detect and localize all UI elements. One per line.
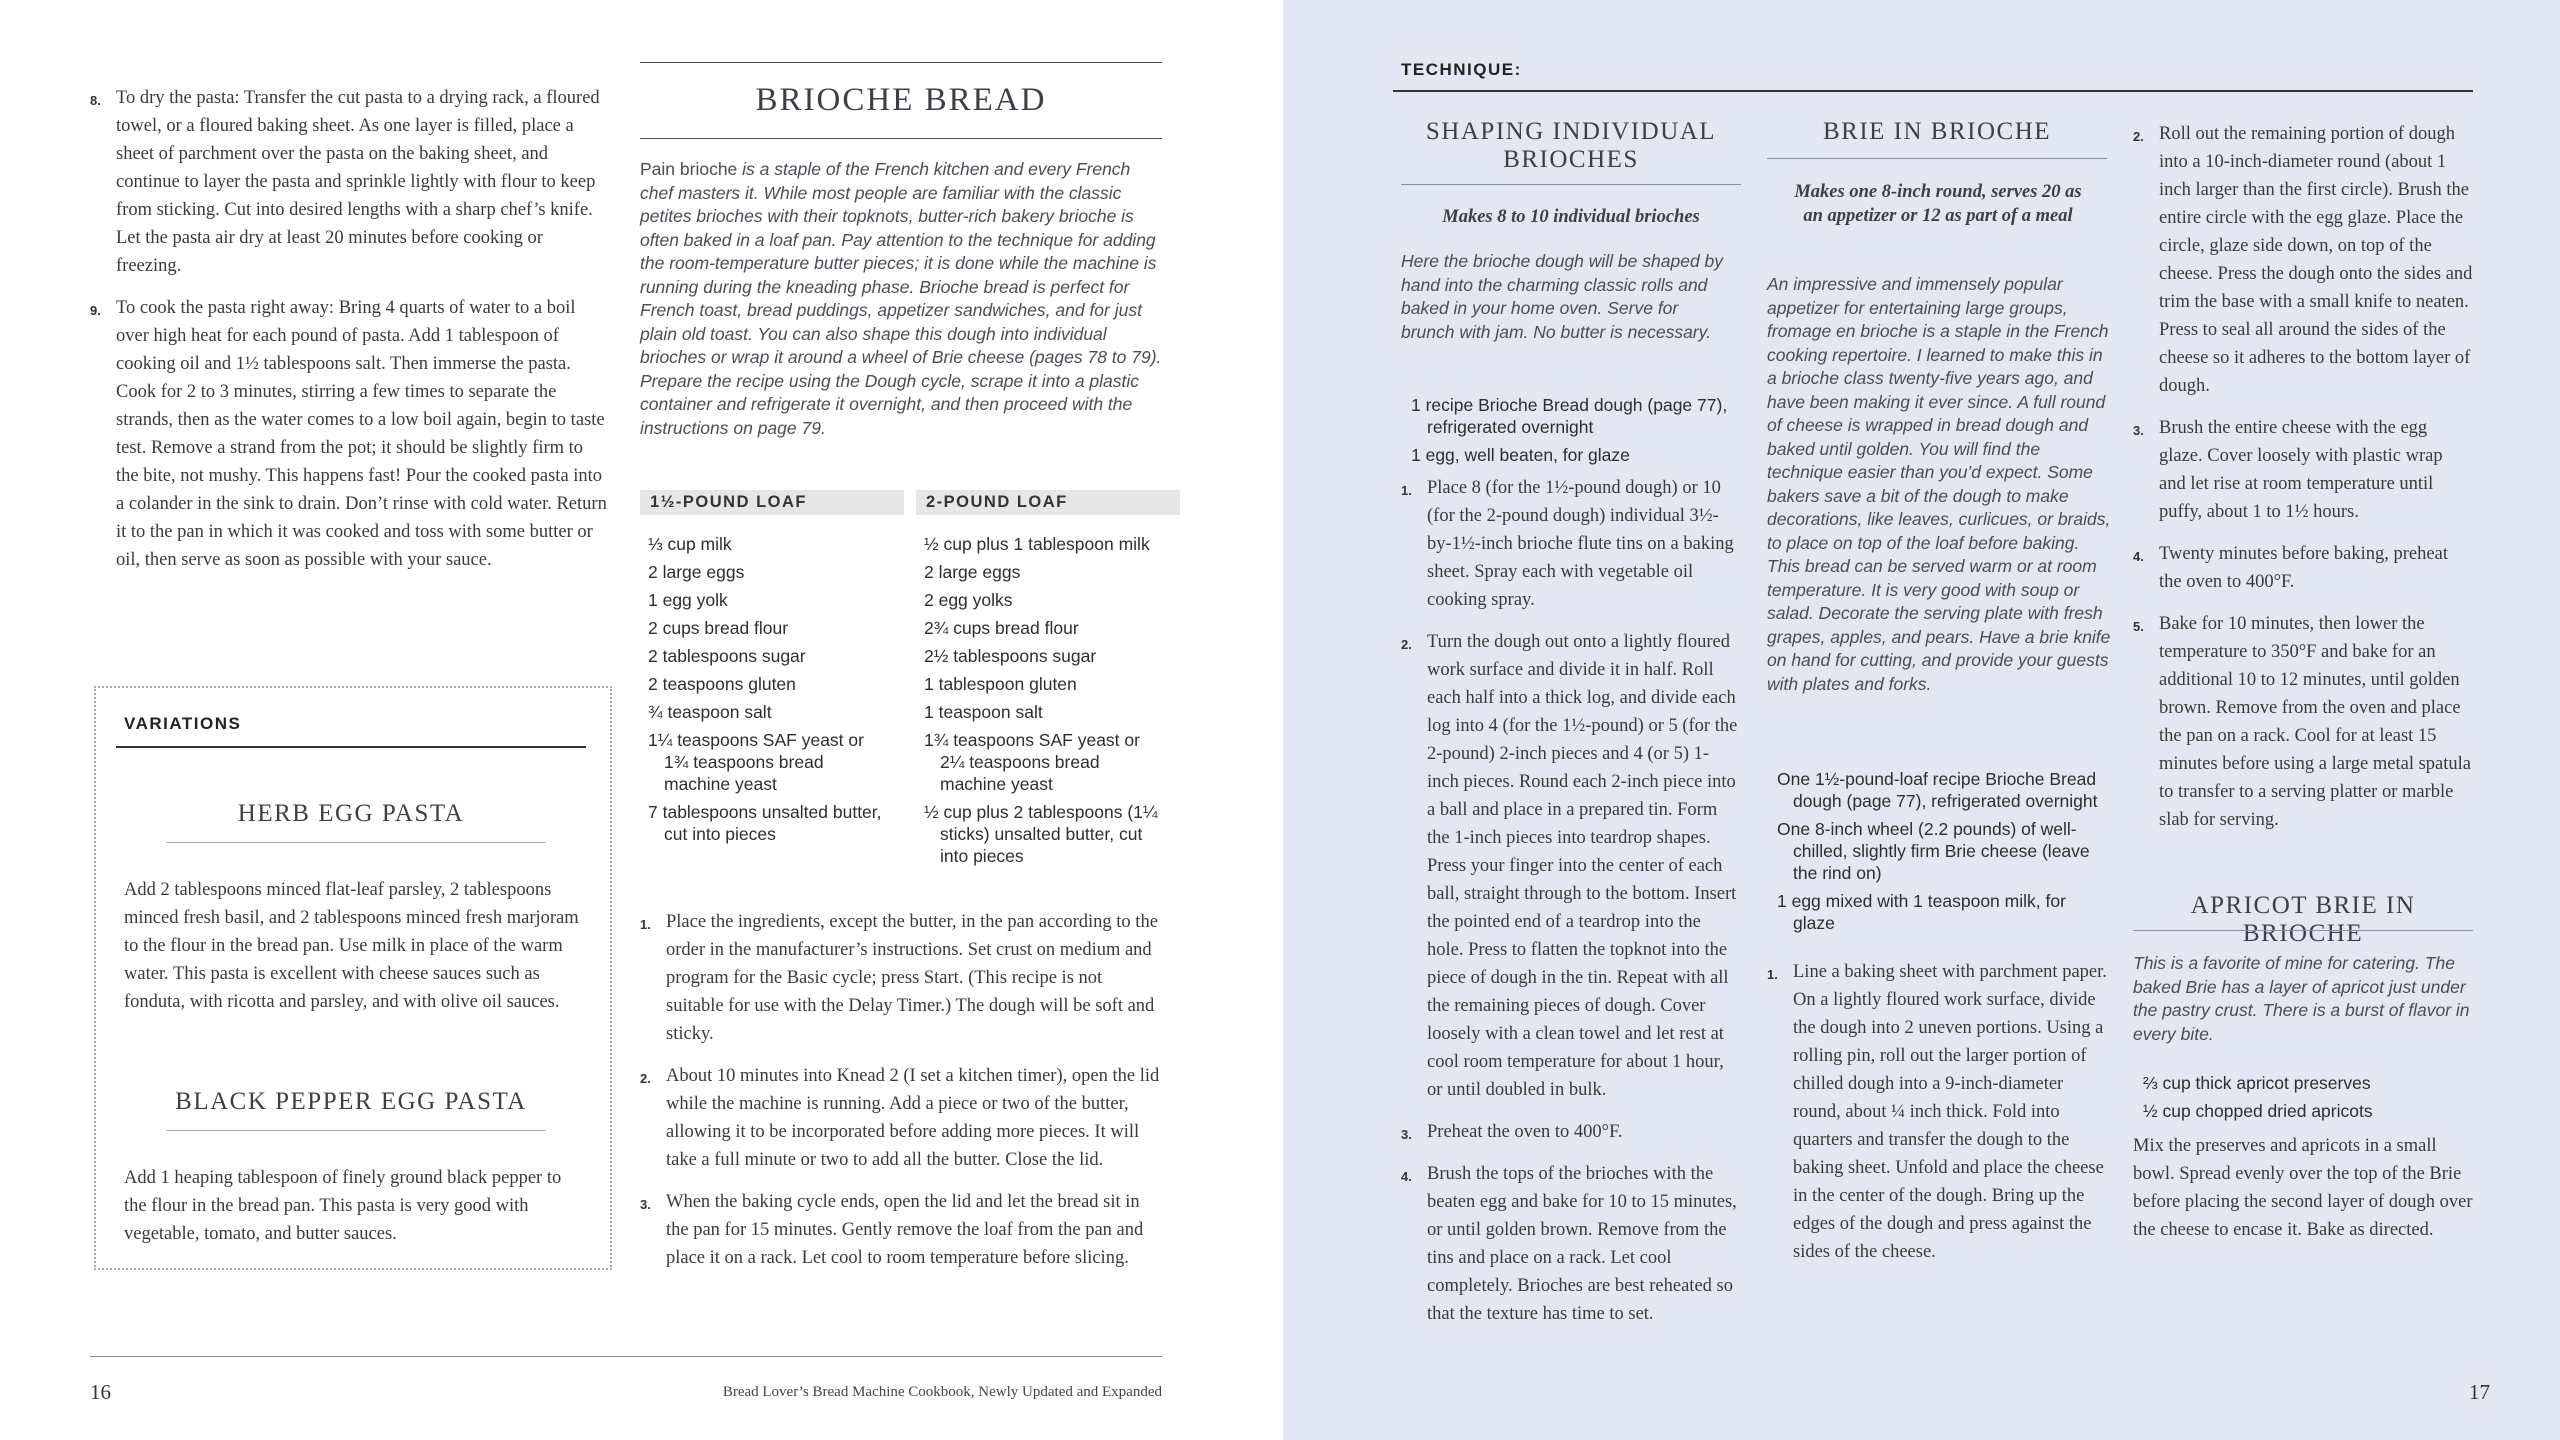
pasta-steps: [90, 84, 610, 588]
shaping-ingredients: [1411, 394, 1741, 472]
ingredient-item: 1 recipe Brioche Bread dough (page 77), refrigerated overnight: [1411, 395, 1728, 437]
step-number: 2.: [2133, 129, 2144, 144]
variations-box: [94, 686, 612, 1270]
brioche-steps: [640, 908, 1162, 1286]
herb-egg-pasta-title: HERB EGG PASTA: [237, 800, 465, 827]
step-item: [90, 294, 610, 574]
brie-steps-continued: [2133, 120, 2473, 848]
step-text: To dry the pasta: Transfer the cut pasta to a drying rack, a floured towel, or a floured baking sheet. As one layer is filled, place a sheet of parchment over the pasta on the baking sheet, and continue to layer the pasta and sprinkle lightly with flour to keep from sticking. Cut into desired lengths with a sharp chef’s knife. Let the pasta air dry at least 20 minutes before cooking or freezing.: [116, 88, 600, 276]
step-text: To cook the pasta right away: Bring 4 quarts of water to a boil over high heat for each pound of pasta. Add 1 tablespoon of cooking oil and 1½ tablespoons salt. Then immerse the pasta. Cook for 2 to 3 minutes, stirring a few times to separate the strands, then as the water comes to a low boil again, begin to taste test. Remove a strand from the pot; it should be slightly firm to the bite, not mushy. This happens fast! Pour the cooked pasta into a colander in the sink to drain. Don’t rinse with cold water. Return it to the pan in which it was cooked and toss with some butter or oil, then serve as soon as possible with your sauce.: [116, 298, 607, 570]
step-item: [2133, 120, 2473, 400]
step-text: Brush the entire cheese with the egg glaze. Cover loosely with plastic wrap and let rise at room temperature until puffy, about 1 to 1½ hours.: [2159, 418, 2443, 522]
step-number: 3.: [1401, 1127, 1412, 1142]
ingredient-item: ½ cup chopped dried apricots: [2143, 1101, 2373, 1121]
pasta-steps-list: [90, 84, 610, 574]
shaping-intro: Here the brioche dough will be shaped by hand into the charming classic rolls and baked in your home oven. Serve for brunch with jam. No butter is necessary.: [1401, 251, 1724, 342]
technique-label: TECHNIQUE:: [1401, 60, 1522, 79]
step-number: 1.: [1767, 967, 1778, 982]
step-number: 3.: [640, 1197, 651, 1212]
step-number: 3.: [2133, 423, 2144, 438]
ingredient-item: One 1½-pound-loaf recipe Brioche Bread dough (page 77), refrigerated overnight: [1777, 769, 2098, 811]
step-number: 5.: [2133, 619, 2144, 634]
step-text: Brush the tops of the brioches with the beaten egg and bake for 10 to 15 minutes, or until golden brown. Remove from the tins and place on a rack. Let cool completely. Brioches are best reheated so that the texture has time to set.: [1427, 1164, 1737, 1324]
loaf-large-ingredients: [924, 533, 1164, 873]
ingredient-item: ½ cup plus 2 tablespoons (1¼ sticks) unsalted butter, cut into pieces: [924, 802, 1158, 866]
step-text: Place 8 (for the 1½-pound dough) or 10 (for the 2-pound dough) individual 3½-by-1½-inch brioche flute tins on a baking sheet. Spray each with vegetable oil cooking spray.: [1427, 478, 1734, 610]
step-number: 2.: [640, 1071, 651, 1086]
step-text: Line a baking sheet with parchment paper. On a lightly floured work surface, divide the dough into 2 uneven portions. Using a rolling pin, roll out the larger portion of chilled dough into a 9-inch-diameter round, about ¼ inch thick. Fold into quarters and transfer the dough to the baking sheet. Unfold and place the cheese in the center of the dough. Bring up the edges of the dough and press against the sides of the cheese.: [1793, 962, 2107, 1262]
step-item: [90, 84, 610, 280]
apricot-title-rule: [2133, 930, 2473, 931]
ingredient-item: 1¾ teaspoons SAF yeast or 2¼ teaspoons bread machine yeast: [924, 730, 1140, 794]
step-item: [1401, 1118, 1739, 1146]
herb-title-rule: [166, 842, 546, 843]
ingredient-item: 2 egg yolks: [924, 590, 1013, 610]
brioche-intro-rest: is a staple of the French kitchen and every French chef masters it. While most people are familiar with the classic petites brioches with their topknots, butter-rich bakery brioche is often baked in a loaf pan. Pay attention to the technique for adding the room-temperature butter pieces; it is done while the machine is running during the kneading phase. Brioche bread is perfect for French toast, bread puddings, appetizer sandwiches, and for just plain old toast. You can also shape this dough into individual brioches or wrap it around a wheel of Brie cheese (pages 78 to 79). Prepare the recipe using the Dough cycle, scrape it into a plastic container and refrigerate it overnight, and then proceed with the instructions on page 79.: [640, 159, 1162, 438]
step-item: [2133, 540, 2473, 596]
ingredient-item: One 8-inch wheel (2.2 pounds) of well-chilled, slightly firm Brie cheese (leave the rind on): [1777, 819, 2090, 883]
brie-steps-start: [1767, 958, 2107, 1280]
brie-title-rule: [1767, 158, 2107, 159]
step-text: About 10 minutes into Knead 2 (I set a kitchen timer), open the lid while the machine is running. Add a piece or two of the butter, allowing it to be incorporated before adding more pieces. It will take a full minute or two to add all the butter. Close the lid.: [666, 1066, 1160, 1170]
step-text: Roll out the remaining portion of dough into a 10-inch-diameter round (about 1 inch larger than the first circle). Brush the entire circle with the egg glaze. Place the circle, glaze side down, on top of the cheese. Press the dough onto the sides and trim the base with a small knife to neaten. Press to seal all around the sides of the cheese so it adheres to the bottom layer of dough.: [2159, 124, 2473, 396]
ingredient-item: 2¾ cups bread flour: [924, 618, 1079, 638]
ingredient-item: 1 tablespoon gluten: [924, 674, 1077, 694]
step-number: 4.: [1401, 1169, 1412, 1184]
brioche-intro: [640, 158, 1165, 440]
ingredient-item: ⅔ cup thick apricot preserves: [2143, 1073, 2371, 1093]
step-number: 2.: [1401, 637, 1412, 652]
loaf-large-label: 2-POUND LOAF: [916, 490, 1180, 515]
step-number: 1.: [1401, 483, 1412, 498]
brioche-steps-list: [640, 908, 1162, 1272]
ingredient-item: 2 large eggs: [648, 562, 745, 582]
herb-egg-pasta-text: Add 2 tablespoons minced flat-leaf parsley, 2 tablespoons minced fresh basil, and 2 tablespoons minced fresh marjoram to the flour in the bread pan. Use milk in place of the warm water. This pasta is excellent with cheese sauces such as fonduta, with ricotta and parsley, and with olive oil sauces.: [124, 880, 579, 1012]
step-number: 1.: [640, 917, 651, 932]
apricot-ingredients: [2143, 1072, 2473, 1128]
step-item: [1767, 958, 2107, 1266]
brie-intro: An impressive and immensely popular appetizer for entertaining large groups, fromage en brioche is a staple in the French cooking repertoire. I learned to make this in a brioche class twenty-five years ago, and have been making it ever since. A full round of cheese is wrapped in bread dough and baked until golden. You will find the technique easier than you’d expect. Some bakers save a bit of the dough to make decorations, like leaves, curlicues, or braids, to place on top of the loaf before baking. This bread can be served warm or at room temperature. It is very good with soup or salad. Decorate the serving plate with fresh grapes, apples, and pears. Have a brie knife on hand for cutting, and provide your guests with plates and forks.: [1767, 274, 2111, 694]
variations-label: VARIATIONS: [124, 714, 242, 733]
step-text: Preheat the oven to 400°F.: [1427, 1122, 1623, 1142]
step-item: [1401, 474, 1739, 614]
step-item: [2133, 610, 2473, 834]
ingredient-item: ½ cup plus 1 tablespoon milk: [924, 534, 1150, 554]
footer-rule: [90, 1356, 1162, 1357]
apricot-title: APRICOT BRIE IN BRIOCHE: [2190, 892, 2416, 947]
ingredient-item: ¾ teaspoon salt: [648, 702, 772, 722]
page-number-left: 16: [90, 1380, 111, 1404]
step-item: [640, 1062, 1162, 1174]
step-item: [640, 908, 1162, 1048]
brie-steps-list-a: [1767, 958, 2107, 1266]
step-text: When the baking cycle ends, open the lid and let the bread sit in the pan for 15 minutes. Gently remove the loaf from the pan and place it on a rack. Let cool to room temperature before slicing.: [666, 1192, 1144, 1268]
ingredient-item: 2 cups bread flour: [648, 618, 789, 638]
ingredient-item: 1 egg mixed with 1 teaspoon milk, for glaze: [1777, 891, 2066, 933]
apricot-intro: This is a favorite of mine for catering. The baked Brie has a layer of apricot just under the pastry crust. There is a burst of flavor in every bite.: [2133, 953, 2470, 1044]
black-pepper-pasta-title: BLACK PEPPER EGG PASTA: [175, 1088, 527, 1115]
shaping-steps: [1401, 474, 1739, 1342]
variations-rule: [116, 746, 586, 748]
step-text: Turn the dough out onto a lightly floured work surface and divide it in half. Roll each half into a thick log, and divide each log into 4 (for the 1½-pound) or 5 (for the 2-pound) 2-inch pieces and 4 (or 5) 1-inch pieces. Round each 2-inch piece into a ball and place in a prepared tin. Form the 1-inch pieces into teardrop shapes. Press your finger into the center of each ball, straight through to the bottom. Insert the pointed end of a teardrop into the hole. Press to flatten the topknot into the piece of dough in the tin. Repeat with all the remaining pieces of dough. Cover loosely with a clean towel and let rest at cool room temperature for about 1 hour, or until doubled in bulk.: [1427, 632, 1738, 1100]
brioche-title-rule: [640, 138, 1162, 139]
ingredient-item: 2 tablespoons sugar: [648, 646, 806, 666]
ingredient-item: 2 teaspoons gluten: [648, 674, 796, 694]
step-item: [1401, 628, 1739, 1104]
black-pepper-pasta-text: Add 1 heaping tablespoon of finely ground black pepper to the flour in the bread pan. This pasta is very good with vegetable, tomato, and butter sauces.: [124, 1168, 562, 1244]
page-number-right: 17: [2469, 1380, 2490, 1404]
shaping-yield: Makes 8 to 10 individual brioches: [1442, 207, 1700, 227]
technique-rule: [1393, 90, 2473, 92]
step-item: [640, 1188, 1162, 1272]
ingredient-item: 1 egg yolk: [648, 590, 728, 610]
loaf-small-label: 1½-POUND LOAF: [640, 490, 904, 515]
apricot-text: Mix the preserves and apricots in a small bowl. Spread evenly over the top of the Brie before placing the second layer of dough over the cheese to encase it. Bake as directed.: [2133, 1136, 2473, 1240]
brioche-top-rule: [640, 62, 1162, 63]
ingredient-item: 1 teaspoon salt: [924, 702, 1043, 722]
shaping-title: SHAPING INDIVIDUAL BRIOCHES: [1425, 118, 1717, 173]
ingredient-item: ⅓ cup milk: [648, 534, 732, 554]
brie-title: BRIE IN BRIOCHE: [1822, 118, 2052, 145]
ingredient-item: 1¼ teaspoons SAF yeast or 1¾ teaspoons bread machine yeast: [648, 730, 864, 794]
step-item: [1401, 1160, 1739, 1328]
brioche-intro-lead: Pain brioche: [640, 159, 738, 179]
shaping-title-rule: [1401, 184, 1741, 185]
step-text: Twenty minutes before baking, preheat the oven to 400°F.: [2159, 544, 2448, 592]
ingredient-item: 7 tablespoons unsalted butter, cut into pieces: [648, 802, 882, 844]
brie-ingredients: [1777, 768, 2111, 940]
step-text: Place the ingredients, except the butter, in the pan according to the order in the manufacturer’s instructions. Set crust on medium and program for the Basic cycle; press Start. (This recipe is not suitable for use with the Delay Timer.) The dough will be soft and sticky.: [666, 912, 1158, 1044]
ingredient-item: 2 large eggs: [924, 562, 1021, 582]
step-item: [2133, 414, 2473, 526]
book-title-footer: Bread Lover’s Bread Machine Cookbook, Newly Updated and Expanded: [722, 1384, 1162, 1400]
step-number: 8.: [90, 93, 101, 108]
step-number: 4.: [2133, 549, 2144, 564]
brie-yield: Makes one 8-inch round, serves 20 as an appetizer or 12 as part of a meal: [1794, 182, 2082, 226]
loaf-small-ingredients: [648, 533, 888, 851]
brioche-bread-title: BRIOCHE BREAD: [755, 82, 1047, 118]
pepper-title-rule: [166, 1130, 546, 1131]
ingredient-item: 2½ tablespoons sugar: [924, 646, 1097, 666]
ingredient-item: 1 egg, well beaten, for glaze: [1411, 445, 1630, 465]
brie-steps-list-b: [2133, 120, 2473, 834]
right-page: [1283, 0, 2560, 1440]
step-text: Bake for 10 minutes, then lower the temperature to 350°F and bake for an additional 10 to 12 minutes, until golden brown. Remove from the oven and place the pan on a rack. Cool for at least 15 minutes before using a large metal spatula to transfer to a serving platter or marble slab for serving.: [2159, 614, 2472, 830]
step-number: 9.: [90, 303, 101, 318]
shaping-steps-list: [1401, 474, 1739, 1328]
